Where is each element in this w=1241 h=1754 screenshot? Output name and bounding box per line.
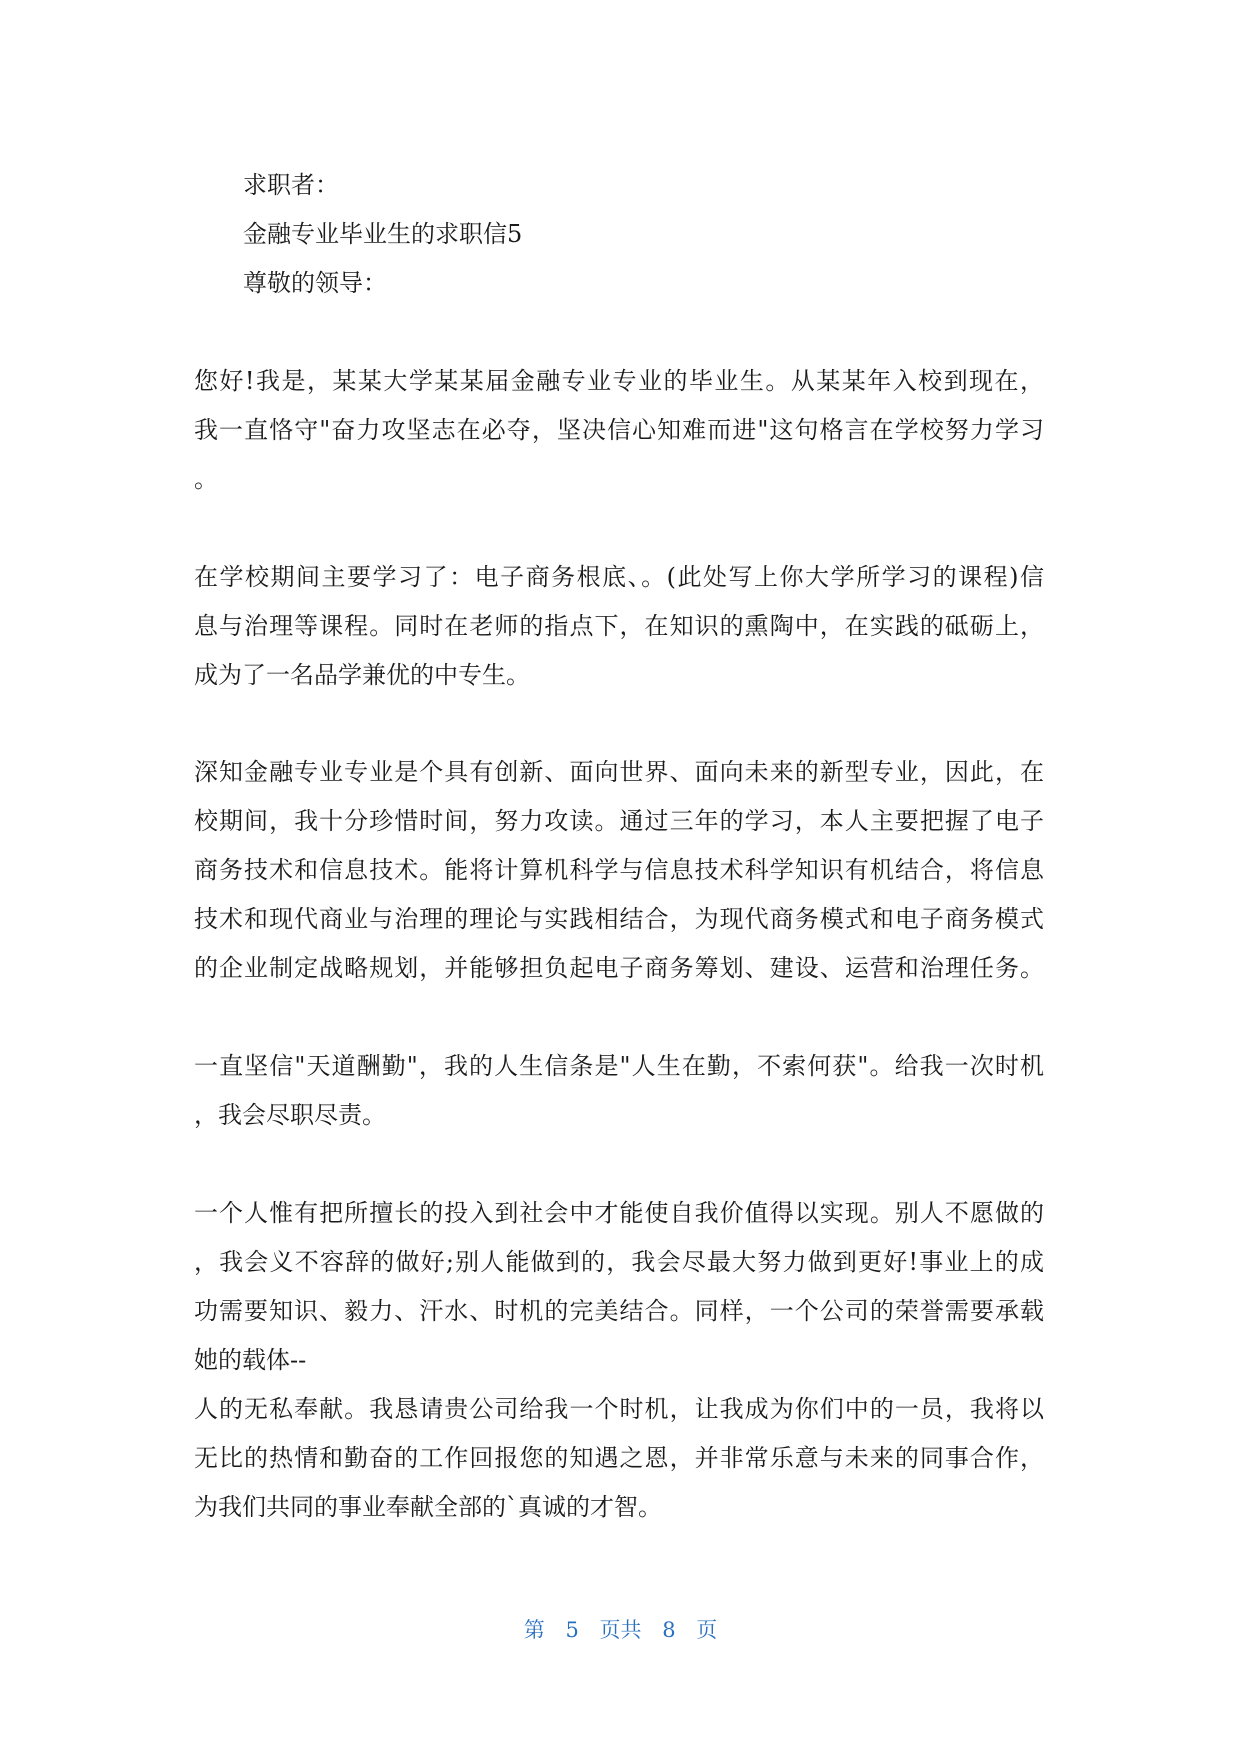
- letter-title: 金融专业毕业生的求职信5: [243, 220, 523, 248]
- footer-label: 第: [523, 1618, 545, 1642]
- applicant-label: 求职者：: [243, 171, 339, 199]
- footer-label: 页共: [599, 1618, 642, 1642]
- paragraph-line: 成为了一名品学兼优的中专生。: [194, 661, 530, 689]
- paragraph-line: 您好!我是，某某大学某某届金融专业专业的毕业生。从某某年入校到现在，: [194, 367, 1044, 395]
- paragraph-line: 息与治理等课程。同时在老师的指点下，在知识的熏陶中，在实践的砥砺上，: [194, 612, 1044, 640]
- total-page-count: 8: [662, 1618, 676, 1642]
- current-page-number: 5: [565, 1618, 579, 1642]
- paragraph-line: 她的载体--: [194, 1346, 307, 1374]
- paragraph-line: 一个人惟有把所擅长的投入到社会中才能使自我价值得以实现。别人不愿做的: [194, 1199, 1044, 1227]
- footer-label: 页: [696, 1618, 718, 1642]
- paragraph-line: 校期间，我十分珍惜时间，努力攻读。通过三年的学习，本人主要把握了电子: [194, 807, 1044, 835]
- paragraph-line: 一直坚信"天道酬勤"，我的人生信条是"人生在勤，不索何获"。给我一次时机: [194, 1052, 1044, 1080]
- paragraph-line: 在学校期间主要学习了：电子商务根底、。(此处写上你大学所学习的课程)信: [194, 563, 1044, 591]
- paragraph-line: 深知金融专业专业是个具有创新、面向世界、面向未来的新型专业，因此，在: [194, 758, 1044, 786]
- page-footer: [0, 1616, 1241, 1644]
- paragraph-line: 商务技术和信息技术。能将计算机科学与信息技术科学知识有机结合，将信息: [194, 856, 1044, 884]
- paragraph-line: 我一直恪守"奋力攻坚志在必夺，坚决信心知难而进"这句格言在学校努力学习: [194, 416, 1044, 444]
- paragraph-line: 为我们共同的事业奉献全部的`真诚的才智。: [194, 1493, 662, 1521]
- paragraph-line: 技术和现代商业与治理的理论与实践相结合，为现代商务模式和电子商务模式: [194, 905, 1044, 933]
- paragraph-line: 人的无私奉献。我恳请贵公司给我一个时机，让我成为你们中的一员，我将以: [194, 1395, 1044, 1423]
- paragraph-line: 功需要知识、毅力、汗水、时机的完美结合。同样，一个公司的荣誉需要承载: [194, 1297, 1044, 1325]
- paragraph-line: ，我会义不容辞的做好;别人能做到的，我会尽最大努力做到更好!事业上的成: [194, 1248, 1044, 1276]
- paragraph-line: 无比的热情和勤奋的工作回报您的知遇之恩，并非常乐意与未来的同事合作，: [194, 1444, 1044, 1472]
- salutation: 尊敬的领导：: [243, 269, 387, 297]
- paragraph-line: ，我会尽职尽责。: [194, 1101, 386, 1129]
- paragraph-line: 。: [194, 465, 218, 493]
- paragraph-line: 的企业制定战略规划，并能够担负起电子商务筹划、建设、运营和治理任务。: [194, 954, 1044, 982]
